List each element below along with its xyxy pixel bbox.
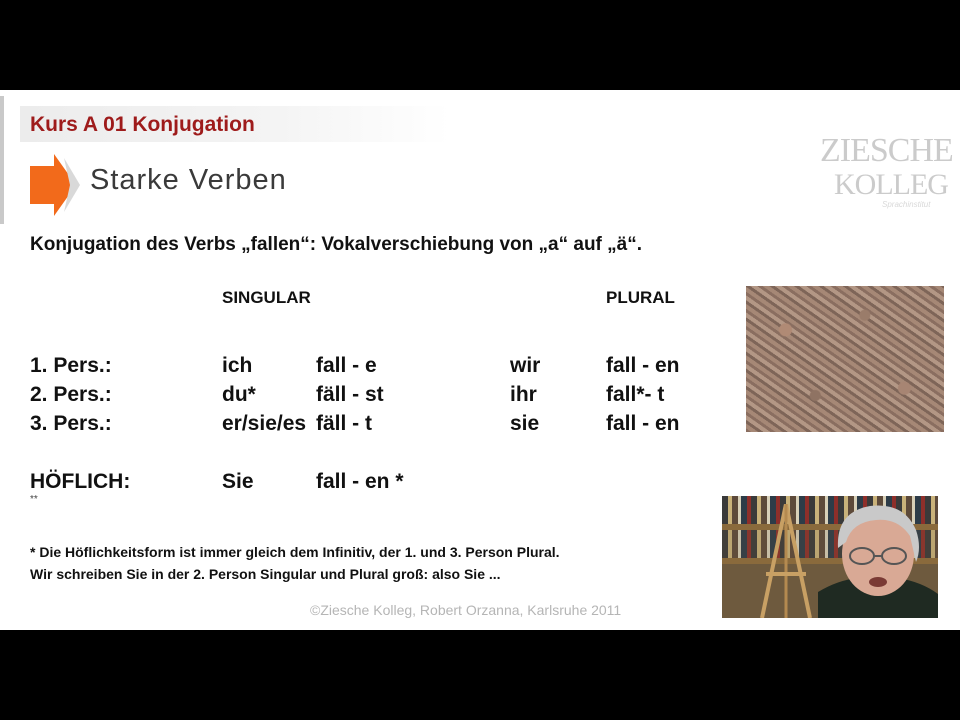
plural-form: fall - en: [606, 412, 680, 435]
conjugation-heading: Konjugation des Verbs „fallen“: Vokalverschiebung von „a“ auf „ä“.: [30, 234, 642, 255]
section-title: Starke Verben: [90, 164, 287, 196]
copyright-text: ©Ziesche Kolleg, Robert Orzanna, Karlsruhe 2011: [310, 602, 622, 618]
plural-pronoun: sie: [510, 412, 540, 435]
left-rule: [0, 96, 4, 224]
course-title-bar: [20, 106, 450, 142]
table-row: [0, 383, 720, 411]
polite-label: HÖFLICH:: [30, 470, 131, 493]
polite-form: fall - en *: [316, 470, 404, 493]
singular-form: fäll - st: [316, 383, 384, 406]
presenter-avatar: [818, 496, 938, 618]
person-label: 2. Pers.:: [30, 383, 112, 406]
footnote: [30, 541, 560, 585]
singular-header: SINGULAR: [222, 288, 311, 307]
person-label: 1. Pers.:: [30, 354, 112, 377]
footnote-marker: **: [30, 494, 38, 505]
ziesche-kolleg-logo: ZIESCHE KOLLEG Sprachinstitut: [820, 132, 953, 209]
slide: [0, 90, 960, 630]
person-label: 3. Pers.:: [30, 412, 112, 435]
singular-form: fall - e: [316, 354, 377, 377]
course-title: Kurs A 01 Konjugation: [30, 113, 255, 136]
orange-arrow-icon: [30, 154, 80, 216]
polite-pronoun: Sie: [222, 470, 254, 493]
webcam-video: [722, 496, 938, 618]
polite-row: [0, 470, 720, 498]
singular-pronoun: er/sie/es: [222, 412, 307, 435]
plural-form: fall*- t: [606, 383, 665, 406]
footnote-line-1: * Die Höflichkeitsform ist immer gleich dem Infinitiv, der 1. und 3. Person Plural.: [30, 544, 560, 560]
plural-form: fall - en: [606, 354, 680, 377]
singular-form: fäll - t: [316, 412, 372, 435]
plural-pronoun: wir: [510, 354, 541, 377]
table-row: [0, 354, 720, 382]
singular-pronoun: du*: [222, 383, 256, 406]
easel-icon: [756, 504, 816, 618]
plural-pronoun: ihr: [510, 383, 537, 406]
fallen-leaves-photo: [746, 286, 944, 432]
footnote-line-2: Wir schreiben Sie in der 2. Person Singular und Plural groß: also Sie ...: [30, 566, 501, 582]
table-row: [0, 412, 720, 440]
plural-header: PLURAL: [606, 288, 675, 307]
singular-pronoun: ich: [222, 354, 253, 377]
